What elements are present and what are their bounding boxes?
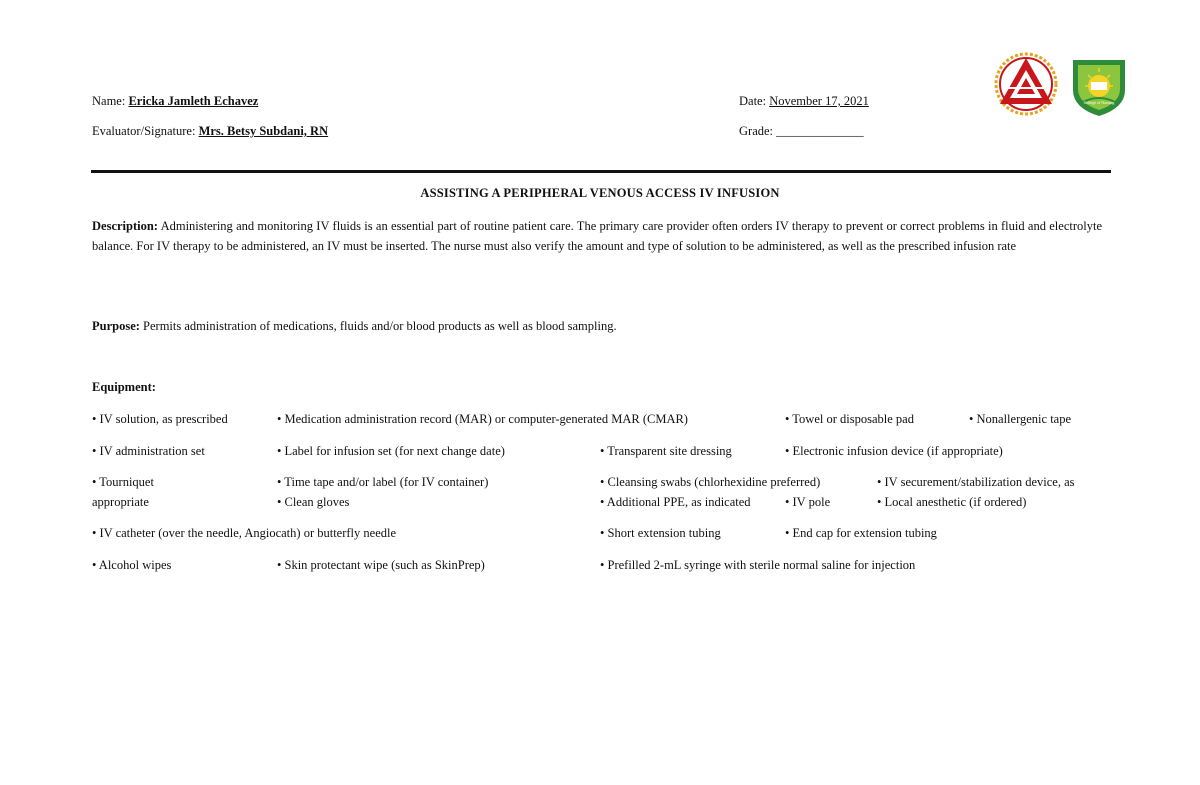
document-title: ASSISTING A PERIPHERAL VENOUS ACCESS IV INFUSION bbox=[420, 186, 780, 200]
equipment-item: • Cleansing swabs (chlorhexidine preferred) bbox=[600, 475, 821, 489]
grade-field bbox=[739, 124, 864, 139]
grade-value: ______________ bbox=[776, 124, 864, 138]
header-divider bbox=[91, 170, 1111, 173]
equipment-item: • Short extension tubing bbox=[600, 526, 721, 540]
evaluator-label: Evaluator/Signature: bbox=[92, 124, 199, 138]
equipment-item: • Skin protectant wipe (such as SkinPrep) bbox=[277, 558, 485, 572]
date-label: Date: bbox=[739, 94, 770, 108]
equipment-item: • Electronic infusion device (if appropriate) bbox=[785, 444, 1003, 458]
equipment-item: • Label for infusion set (for next change date) bbox=[277, 444, 505, 458]
triangle-seal-logo bbox=[994, 52, 1058, 116]
date-field bbox=[739, 94, 869, 109]
name-label: Name: bbox=[92, 94, 129, 108]
equipment-item: • Local anesthetic (if ordered) bbox=[877, 495, 1027, 509]
date-value: November 17, 2021 bbox=[769, 94, 869, 108]
evaluator-value: Mrs. Betsy Subdani, RN bbox=[198, 124, 329, 138]
purpose-paragraph bbox=[92, 316, 1102, 336]
equipment-item: • Additional PPE, as indicated bbox=[600, 495, 751, 509]
equipment-item: • Alcohol wipes bbox=[92, 558, 172, 572]
description-text: Administering and monitoring IV fluids is an essential part of routine patient care. The primary care provider often orders IV therapy to prevent or correct problems in fluid and electrolyte balance. For IV therapy to be administered, an IV must be inserted. The nurse must also verify the amount and type of solution to be administered, as well as the prescribed infusion rate bbox=[92, 219, 1102, 253]
college-of-nursing-shield-logo bbox=[1069, 56, 1129, 118]
equipment-item: • IV solution, as prescribed bbox=[92, 412, 228, 426]
description-label: Description: bbox=[92, 219, 158, 233]
college-logo-caption: College of Nursing bbox=[1083, 100, 1115, 105]
name-value: Ericka Jamleth Echavez bbox=[128, 94, 259, 108]
equipment-item: • End cap for extension tubing bbox=[785, 526, 937, 540]
description-paragraph bbox=[92, 216, 1102, 256]
grade-label: Grade: bbox=[739, 124, 777, 138]
equipment-heading: Equipment: bbox=[92, 380, 156, 394]
equipment-item: • IV catheter (over the needle, Angiocath) or butterfly needle bbox=[92, 526, 397, 540]
equipment-item: • Tourniquet bbox=[92, 475, 154, 489]
equipment-item: • Towel or disposable pad bbox=[785, 412, 914, 426]
evaluator-field bbox=[92, 124, 328, 139]
equipment-item: • IV pole bbox=[785, 495, 831, 509]
purpose-label: Purpose: bbox=[92, 319, 140, 333]
equipment-item: • Nonallergenic tape bbox=[969, 412, 1072, 426]
equipment-item: appropriate bbox=[92, 495, 149, 509]
equipment-item: • Prefilled 2-mL syringe with sterile normal saline for injection bbox=[600, 558, 916, 572]
name-field bbox=[92, 94, 258, 109]
equipment-item: • IV securement/stabilization device, as bbox=[877, 475, 1075, 489]
equipment-item: • Medication administration record (MAR) or computer-generated MAR (CMAR) bbox=[277, 412, 688, 426]
purpose-text: Permits administration of medications, fluids and/or blood products as well as blood sampling. bbox=[139, 319, 617, 333]
equipment-item: • Transparent site dressing bbox=[600, 444, 732, 458]
equipment-item: • Clean gloves bbox=[277, 495, 350, 509]
equipment-item: • IV administration set bbox=[92, 444, 205, 458]
equipment-item: • Time tape and/or label (for IV container) bbox=[277, 475, 489, 489]
